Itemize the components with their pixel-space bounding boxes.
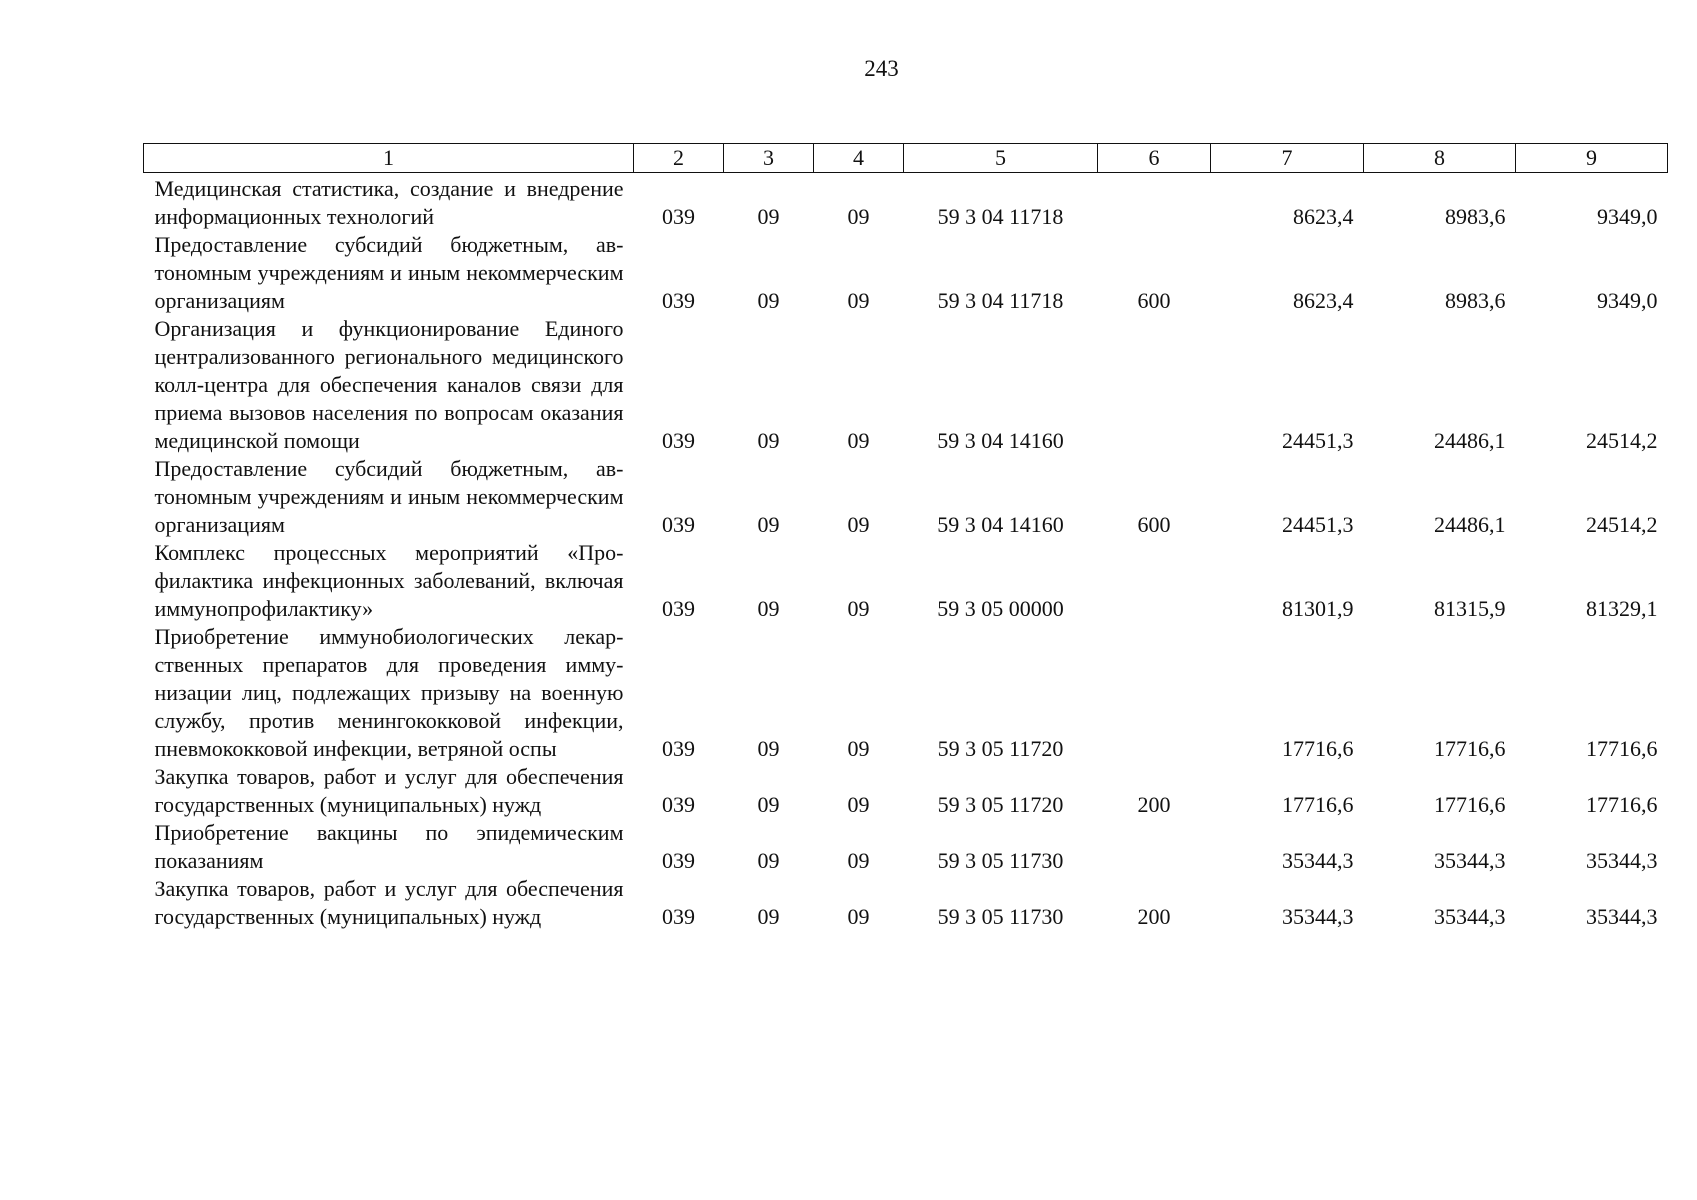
target-article-code: 59 3 04 11718 (937, 288, 1064, 313)
column-header: 2 (634, 144, 724, 173)
subsection-code: 09 (847, 904, 870, 929)
row-name: Закупка товаров, работ и услуг для обеспечения государственных (муниципальных) нужд (154, 764, 624, 817)
amount-col-7: 35344,3 (1282, 904, 1354, 929)
row-name: Предоставление субсидий бюджетным, автономным учреждениям и иным некоммерческим организациям (154, 456, 624, 537)
section-code: 09 (757, 428, 780, 453)
column-header: 7 (1211, 144, 1364, 173)
amount-col-9: 9349,0 (1597, 204, 1658, 229)
target-article-code: 59 3 05 11730 (937, 904, 1064, 929)
amount-col-8: 81315,9 (1434, 596, 1506, 621)
amount-col-7: 81301,9 (1282, 596, 1354, 621)
ministry-code: 039 (662, 596, 695, 621)
target-article-code: 59 3 04 11718 (937, 204, 1064, 229)
amount-col-7: 24451,3 (1282, 428, 1354, 453)
expense-type-code: 200 (1137, 792, 1171, 817)
table-row (144, 315, 1668, 455)
table-row (144, 763, 1668, 819)
column-header: 6 (1098, 144, 1211, 173)
amount-col-9: 35344,3 (1586, 848, 1658, 873)
expense-type-code: 200 (1137, 904, 1171, 929)
amount-col-9: 17716,6 (1586, 736, 1658, 761)
row-name: Организация и функционирование Единого централизованного регионального медицинского колл-центра для обеспечения каналов связи для приема вызовов населения по вопросам оказания медицинской помощи (154, 316, 624, 453)
subsection-code: 09 (847, 596, 870, 621)
table-row (144, 173, 1668, 232)
amount-col-8: 35344,3 (1434, 848, 1506, 873)
amount-col-9: 24514,2 (1586, 428, 1658, 453)
expense-type-code: 600 (1137, 288, 1171, 313)
subsection-code: 09 (847, 288, 870, 313)
column-header: 9 (1516, 144, 1668, 173)
budget-table (143, 143, 1668, 931)
table-row (144, 231, 1668, 315)
section-code: 09 (757, 792, 780, 817)
table-row (144, 455, 1668, 539)
amount-col-7: 35344,3 (1282, 848, 1354, 873)
row-name: Предоставление субсидий бюджетным, автономным учреждениям и иным некоммерческим организациям (154, 232, 624, 313)
row-name: Приобретение вакцины по эпидемическим показаниям (154, 820, 624, 873)
expense-type-code: 600 (1137, 512, 1171, 537)
table-row (144, 623, 1668, 763)
amount-col-9: 35344,3 (1586, 904, 1658, 929)
amount-col-9: 81329,1 (1586, 596, 1658, 621)
table-row (144, 539, 1668, 623)
ministry-code: 039 (662, 792, 695, 817)
target-article-code: 59 3 05 11720 (937, 736, 1064, 761)
row-name: Медицинская статистика, создание и внедрение информационных технологий (154, 176, 624, 229)
row-name: Приобретение иммунобиологических лекарственных препаратов для проведения иммунизации лиц, подлежащих призыву на военную службу, против менингококковой инфекции, пневмококковой инфекции, ветряной оспы (154, 624, 624, 761)
amount-col-7: 24451,3 (1282, 512, 1354, 537)
column-header: 8 (1364, 144, 1516, 173)
target-article-code: 59 3 05 00000 (937, 596, 1064, 621)
page-number: 243 (864, 56, 899, 81)
row-name: Комплекс процессных мероприятий «Профилактика инфекционных заболеваний, включая иммунопрофилактику» (154, 540, 624, 621)
section-code: 09 (757, 596, 780, 621)
section-code: 09 (757, 848, 780, 873)
column-header: 3 (724, 144, 814, 173)
amount-col-8: 35344,3 (1434, 904, 1506, 929)
amount-col-7: 17716,6 (1282, 736, 1354, 761)
amount-col-9: 24514,2 (1586, 512, 1658, 537)
amount-col-7: 8623,4 (1293, 288, 1354, 313)
column-header: 5 (904, 144, 1098, 173)
subsection-code: 09 (847, 428, 870, 453)
amount-col-8: 24486,1 (1434, 512, 1506, 537)
section-code: 09 (757, 288, 780, 313)
amount-col-7: 17716,6 (1282, 792, 1354, 817)
ministry-code: 039 (662, 736, 695, 761)
subsection-code: 09 (847, 848, 870, 873)
amount-col-8: 24486,1 (1434, 428, 1506, 453)
column-header: 1 (144, 144, 634, 173)
section-code: 09 (757, 204, 780, 229)
target-article-code: 59 3 05 11720 (937, 792, 1064, 817)
section-code: 09 (757, 904, 780, 929)
ministry-code: 039 (662, 512, 695, 537)
amount-col-8: 17716,6 (1434, 736, 1506, 761)
target-article-code: 59 3 05 11730 (937, 848, 1064, 873)
ministry-code: 039 (662, 204, 695, 229)
row-name: Закупка товаров, работ и услуг для обеспечения государственных (муниципальных) нужд (154, 876, 624, 929)
target-article-code: 59 3 04 14160 (937, 428, 1064, 453)
subsection-code: 09 (847, 736, 870, 761)
amount-col-9: 17716,6 (1586, 792, 1658, 817)
expense-type-code (1098, 173, 1211, 232)
table-row (144, 819, 1668, 875)
column-header: 4 (814, 144, 904, 173)
amount-col-8: 17716,6 (1434, 792, 1506, 817)
section-code: 09 (757, 512, 780, 537)
expense-type-code (1098, 623, 1211, 763)
ministry-code: 039 (662, 848, 695, 873)
target-article-code: 59 3 04 14160 (937, 512, 1064, 537)
ministry-code: 039 (662, 904, 695, 929)
subsection-code: 09 (847, 204, 870, 229)
expense-type-code (1098, 539, 1211, 623)
table-row (144, 875, 1668, 931)
ministry-code: 039 (662, 288, 695, 313)
amount-col-7: 8623,4 (1293, 204, 1354, 229)
column-number-header-row (144, 144, 1668, 173)
amount-col-8: 8983,6 (1445, 204, 1506, 229)
subsection-code: 09 (847, 792, 870, 817)
section-code: 09 (757, 736, 780, 761)
expense-type-code (1098, 315, 1211, 455)
ministry-code: 039 (662, 428, 695, 453)
subsection-code: 09 (847, 512, 870, 537)
amount-col-8: 8983,6 (1445, 288, 1506, 313)
expense-type-code (1098, 819, 1211, 875)
amount-col-9: 9349,0 (1597, 288, 1658, 313)
